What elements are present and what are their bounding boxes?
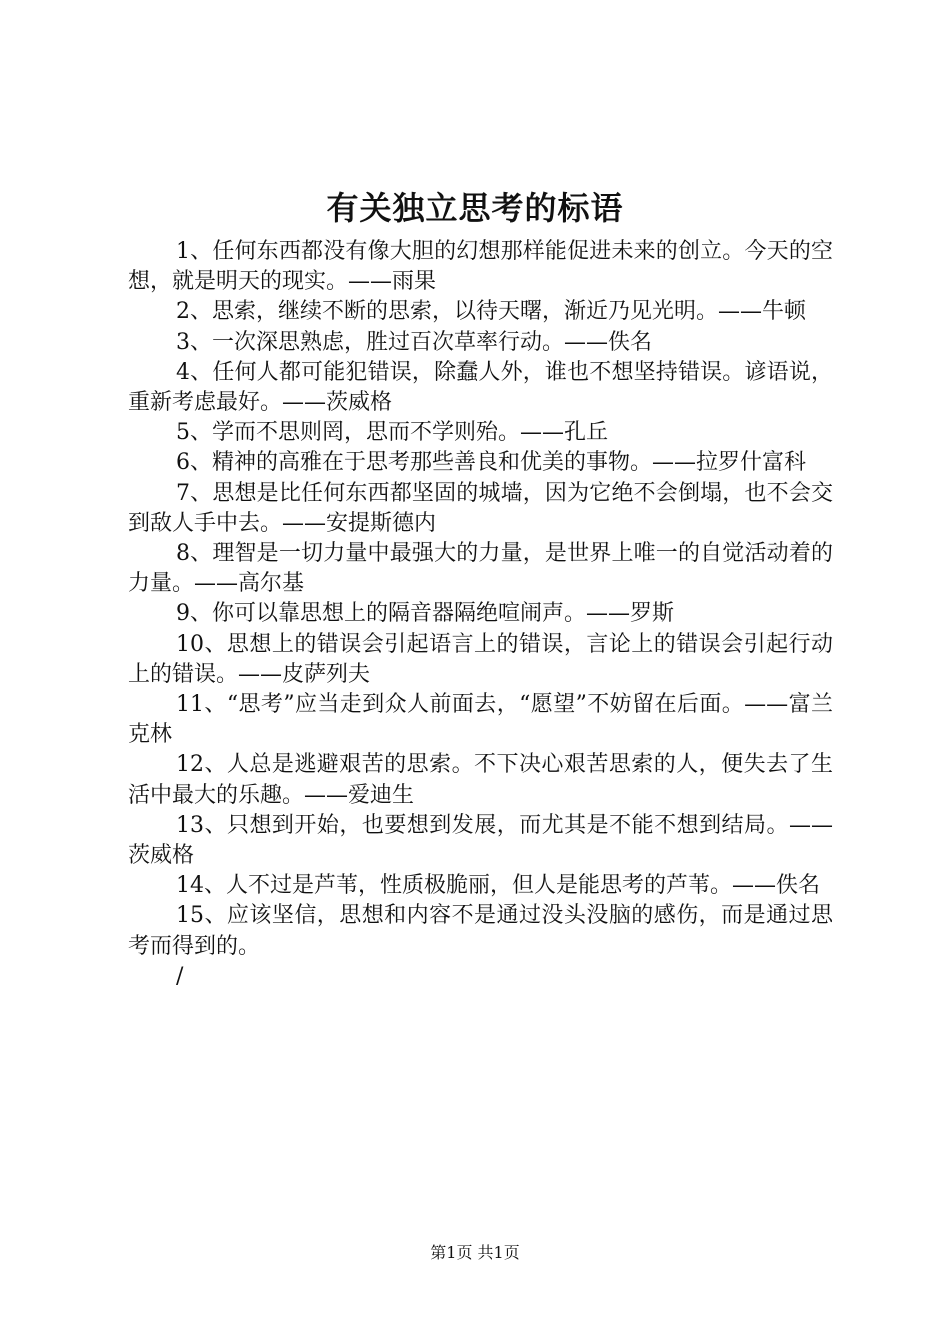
quote-paragraph-1: 1、任何东西都没有像大胆的幻想那样能促进未来的创立。今天的空想，就是明天的现实。——雨果 [128, 239, 833, 295]
quote-paragraph-15: 15、应该坚信，思想和内容不是通过没头没脑的感伤，而是通过思考而得到的。 [128, 903, 833, 959]
quote-paragraph-14: 14、人不过是芦苇，性质极脆丽，但人是能思考的芦苇。——佚名 [176, 873, 820, 899]
quote-paragraph-8: 8、理智是一切力量中最强大的力量，是世界上唯一的自觉活动着的力量。——高尔基 [128, 541, 833, 597]
document-title: 有关独立思考的标语 [326, 189, 624, 227]
quote-paragraph-13: 13、只想到开始，也要想到发展，而尤其是不能不想到结局。——茨威格 [128, 812, 833, 869]
quote-paragraph-9: 9、你可以靠思想上的隔音器隔绝喧闹声。——罗斯 [176, 601, 674, 627]
page-footer: 第1页 共1页 [430, 1243, 520, 1262]
quote-paragraph-12: 12、人总是逃避艰苦的思索。不下决心艰苦思索的人，便失去了生活中最大的乐趣。——爱迪生 [128, 752, 833, 808]
trailing-slash-mark: / [176, 963, 184, 989]
quote-paragraph-3: 3、一次深思熟虑，胜过百次草率行动。——佚名 [176, 329, 652, 355]
quote-paragraph-4: 4、任何人都可能犯错误，除蠢人外，谁也不想坚持错误。谚语说，重新考虑最好。——茨威格 [128, 359, 833, 416]
quote-paragraph-2: 2、思索，继续不断的思索，以待天曙，渐近乃见光明。——牛顿 [176, 299, 806, 325]
quote-paragraph-11: 11、“思考”应当走到众人前面去，“愿望”不妨留在后面。——富兰克林 [128, 692, 833, 748]
quote-paragraph-10: 10、思想上的错误会引起语言上的错误，言论上的错误会引起行动上的错误。——皮萨列夫 [128, 631, 833, 687]
quote-paragraph-7: 7、思想是比任何东西都坚固的城墙，因为它绝不会倒塌，也不会交到敌人手中去。——安提斯德内 [128, 480, 833, 536]
document-body [128, 237, 833, 992]
quote-paragraph-6: 6、精神的高雅在于思考那些善良和优美的事物。——拉罗什富科 [176, 450, 806, 476]
quote-paragraph-5: 5、学而不思则罔，思而不学则殆。——孔丘 [176, 420, 608, 446]
